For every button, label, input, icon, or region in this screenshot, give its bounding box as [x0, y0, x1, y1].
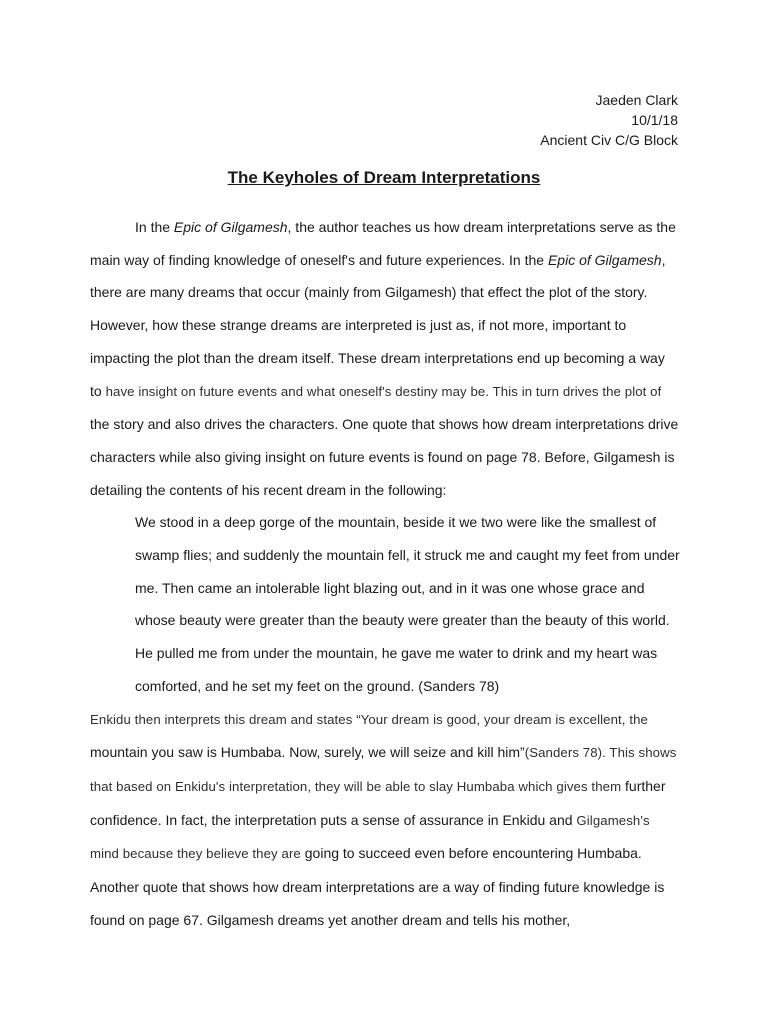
- author-name: Jaeden Clark: [595, 92, 678, 108]
- document-date: 10/1/18: [631, 112, 678, 128]
- p1-book-title-1: Epic of Gilgamesh: [173, 219, 288, 235]
- block-quote: We stood in a deep gorge of the mountain, beside it we two were like the smallest of swamp flies; and suddenly the mountain fell, it struck me and caught my feet from under me. Then came an intolerable light blazing out, and in it was one whose grace and whose beauty were greater than the beauty were greater than the beauty of this world. He pulled me from under the mountain, he gave me water to drink and my heart was comforted, and he set my feet on the ground. (Sanders 78): [135, 514, 680, 694]
- p2-text-c: (Sanders 78). This shows that based on Enkidu's interpretation, they will be able to slay Humbaba which gives them: [90, 745, 677, 794]
- p1-book-title-2: Epic of Gilgamesh: [547, 251, 662, 268]
- essay-body: [90, 211, 680, 936]
- p1-text-d: have insight on future events and what oneself's destiny may be. This in turn drives the plot of: [105, 383, 662, 399]
- paragraph-2: [90, 703, 680, 937]
- p2-text-f: going to succeed even before encountering Humbaba. Another quote that shows how dream interpretations are a way of finding future knowledge is found on page 67. Gilgamesh dreams yet another dream and tells his mother,: [90, 845, 665, 928]
- header-block: [540, 90, 678, 150]
- p1-text-e: the story and also drives the characters. One quote that shows how dream interpretations drive characters while also giving insight on future events is found on page 78. Before, Gilgamesh is detailing the contents of his recent dream in the following:: [90, 416, 679, 498]
- p2-text-e: Gilgamesh's mind because they believe they are: [90, 812, 650, 862]
- p1-text-a: In the: [135, 219, 174, 235]
- p1-text-c: , there are many dreams that occur (mainly from Gilgamesh) that effect the plot of the story. However, how these strange dreams are interpreted is just as, if not more, important to impacting the plot than the dream itself. These dream interpretations end up becoming a way to: [90, 251, 666, 399]
- p2-text-d: further confidence. In fact, the interpretation puts a sense of assurance in Enkidu and: [90, 777, 666, 828]
- p2-text-b: mountain you saw is Humbaba. Now, surely, we will seize and kill him”: [90, 744, 525, 761]
- paragraph-1: [90, 211, 680, 506]
- page-title: The Keyholes of Dream Interpretations: [227, 168, 541, 187]
- p1-text-b: , the author teaches us how dream interpretations serve as the main way of finding knowledge of oneself's and future experiences. In the: [90, 219, 676, 268]
- class-block: Ancient Civ C/G Block: [540, 132, 678, 148]
- p2-text-a: Enkidu then interprets this dream and states “Your dream is good, your dream is excellent, the: [90, 711, 648, 727]
